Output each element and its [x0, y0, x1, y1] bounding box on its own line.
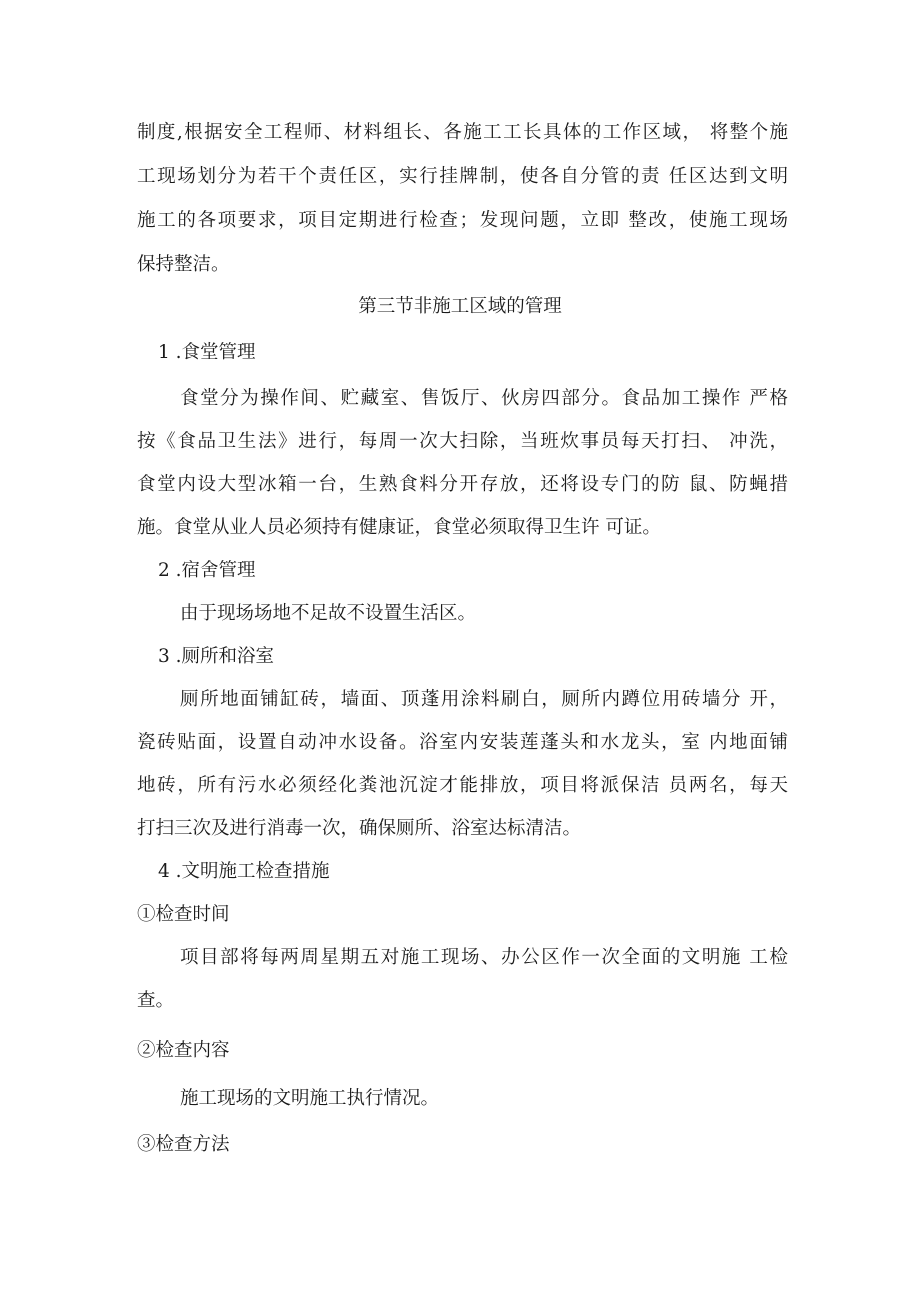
intro-line-2: 工现场划分为若干个责任区，实行挂牌制，使各自分管的责 任区达到文明 [137, 166, 788, 187]
dorm-heading: 2 .宿舍管理 [158, 560, 256, 581]
toilet-line-3: 地砖，所有污水必须经化粪池沉淀才能排放，项目将派保洁 员两名，每天 [137, 775, 788, 796]
canteen-line-1: 食堂分为操作间、贮藏室、售饭厅、伙房四部分。食品加工操作 严格 [180, 388, 788, 409]
canteen-line-4: 施。食堂从业人员必须持有健康证，食堂必须取得卫生许 可证。 [137, 517, 661, 538]
toilet-line-2: 瓷砖贴面，设置自动冲水设备。浴室内安装莲蓬头和水龙头，室 内地面铺 [137, 732, 788, 753]
toilet-heading: 3 .厕所和浴室 [158, 646, 275, 667]
intro-line-4: 保持整洁。 [137, 254, 230, 275]
dorm-line-1: 由于现场场地不足故不设置生活区。 [180, 603, 477, 624]
inspection-time-line-1: 项目部将每两周星期五对施工现场、办公区作一次全面的文明施 工检 [180, 947, 788, 968]
canteen-line-3: 食堂内设大型冰箱一台，生熟食料分开存放，还将设专门的防 鼠、防蝇措 [137, 474, 788, 495]
section-title: 第三节非施工区域的管理 [358, 296, 562, 317]
toilet-line-1: 厕所地面铺缸砖，墙面、顶蓬用涂料刷白，厕所内蹲位用砖墙分 开， [180, 689, 788, 710]
inspection-method-heading: ③检查方法 [137, 1134, 230, 1155]
toilet-line-4: 打扫三次及进行消毒一次，确保厕所、浴室达标清洁。 [137, 818, 582, 839]
inspection-content-heading: ②检查内容 [137, 1040, 230, 1061]
canteen-heading: 1 .食堂管理 [158, 342, 256, 363]
inspection-time-line-2: 查。 [137, 990, 175, 1011]
intro-line-3: 施工的各项要求，项目定期进行检查；发现问题，立即 整改，使施工现场 [137, 210, 788, 231]
intro-line-1: 制度,根据安全工程师、材料组长、各施工工长具体的工作区域， 将整个施 [137, 122, 788, 143]
inspection-heading: 4 .文明施工检查措施 [158, 861, 330, 882]
inspection-content-line-1: 施工现场的文明施工执行情况。 [180, 1088, 440, 1109]
inspection-time-heading: ①检查时间 [137, 904, 230, 925]
canteen-line-2: 按《食品卫生法》进行，每周一次大扫除，当班炊事员每天打扫、 冲洗， [137, 431, 788, 452]
